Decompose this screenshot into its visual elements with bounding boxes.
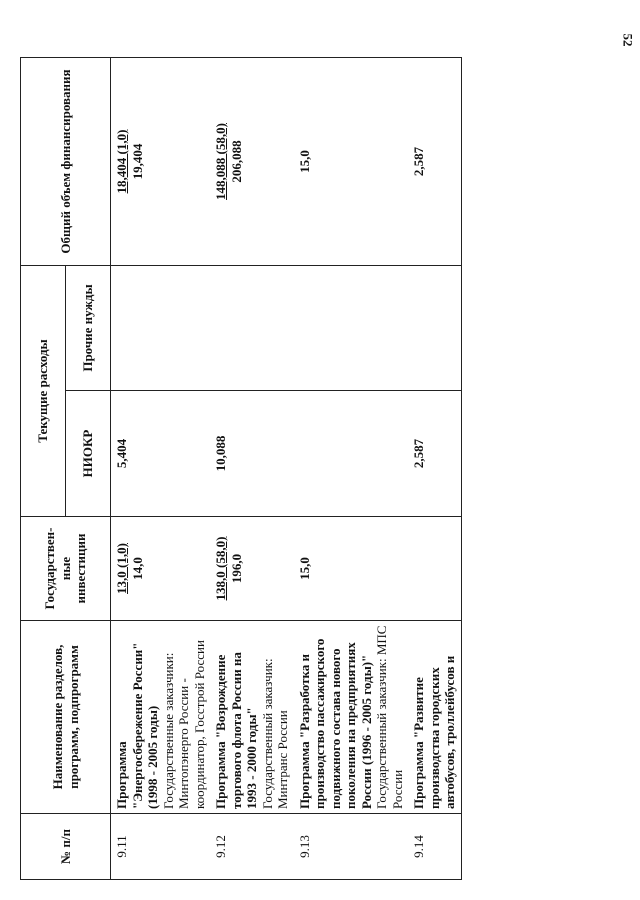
investments-cell <box>210 517 294 621</box>
total-cell <box>408 58 461 266</box>
total-value: 19,404 <box>129 143 145 180</box>
other-needs-value <box>294 266 409 391</box>
table-row <box>210 58 294 880</box>
page-number: 52 <box>620 33 636 47</box>
table-row <box>408 58 461 880</box>
row-number: 9.14 <box>408 814 461 880</box>
program-title: Программа "Возрождение торгового флота России на 1993 - 2000 годы" <box>213 652 259 809</box>
header-investments: Государствен-ные инвестиции <box>21 517 111 621</box>
niokr-value: 10,088 <box>210 391 294 517</box>
niokr-value: 2,587 <box>408 391 461 517</box>
total-cell <box>294 58 409 266</box>
investments-value: 196,0 <box>228 553 244 584</box>
table-row <box>294 58 409 880</box>
program-customer: Государственные заказчики: Минтопэнерго России - координатор, Госстрой России <box>160 640 207 809</box>
program-name <box>408 621 461 814</box>
header-name: Наименование разделов, программ, подпрограмм <box>21 621 111 814</box>
investments-value: 14,0 <box>129 557 145 580</box>
program-name <box>210 621 294 814</box>
investments-cell <box>294 517 409 621</box>
program-name <box>294 621 409 814</box>
header-niokr: НИОКР <box>66 391 111 517</box>
total-cell <box>111 58 211 266</box>
investments-underlined-value: 138,0 (58,0) <box>213 536 228 601</box>
total-value: 15,0 <box>296 150 312 173</box>
investments-cell <box>408 517 461 621</box>
other-needs-value <box>210 266 294 391</box>
program-name <box>111 621 211 814</box>
total-value: 206,088 <box>228 140 244 183</box>
total-value: 2,587 <box>411 146 426 177</box>
other-needs-value <box>111 266 211 391</box>
investments-value: 15,0 <box>296 557 312 580</box>
niokr-value <box>294 391 409 517</box>
total-underlined-value: 148,088 (58,0) <box>213 123 228 200</box>
program-title: Программа "Развитие производства городских автобусов, троллейбусов и <box>411 655 457 809</box>
investments-cell <box>111 517 211 621</box>
row-number: 9.12 <box>210 814 294 880</box>
program-title: Программа "Энергосбережение России" (1998 - 2005 годы) <box>114 642 160 809</box>
financing-table <box>20 57 462 880</box>
row-number: 9.11 <box>111 814 211 880</box>
header-other-needs: Прочие нужды <box>66 266 111 391</box>
total-underlined-value: 18,404 (1,0) <box>114 129 129 194</box>
program-customer: Государственный заказчик: Минтранс России <box>259 658 290 809</box>
row-number: 9.13 <box>294 814 409 880</box>
program-title: Программа "Разработка и производство пассажирского подвижного состава нового поколения на предприятиях России (1996 - 2005 годы)" <box>296 638 374 809</box>
header-total: Общий объем финансирования <box>21 58 111 266</box>
total-cell <box>210 58 294 266</box>
header-num: № п/п <box>21 814 111 880</box>
niokr-value: 5,404 <box>111 391 211 517</box>
other-needs-value <box>408 266 461 391</box>
rotated-page <box>20 58 620 880</box>
header-current-expenses: Текущие расходы <box>21 266 66 517</box>
investments-underlined-value: 13,0 (1,0) <box>114 543 129 594</box>
table-row <box>111 58 211 880</box>
program-customer: Государственный заказчик: МПС России <box>374 625 405 809</box>
